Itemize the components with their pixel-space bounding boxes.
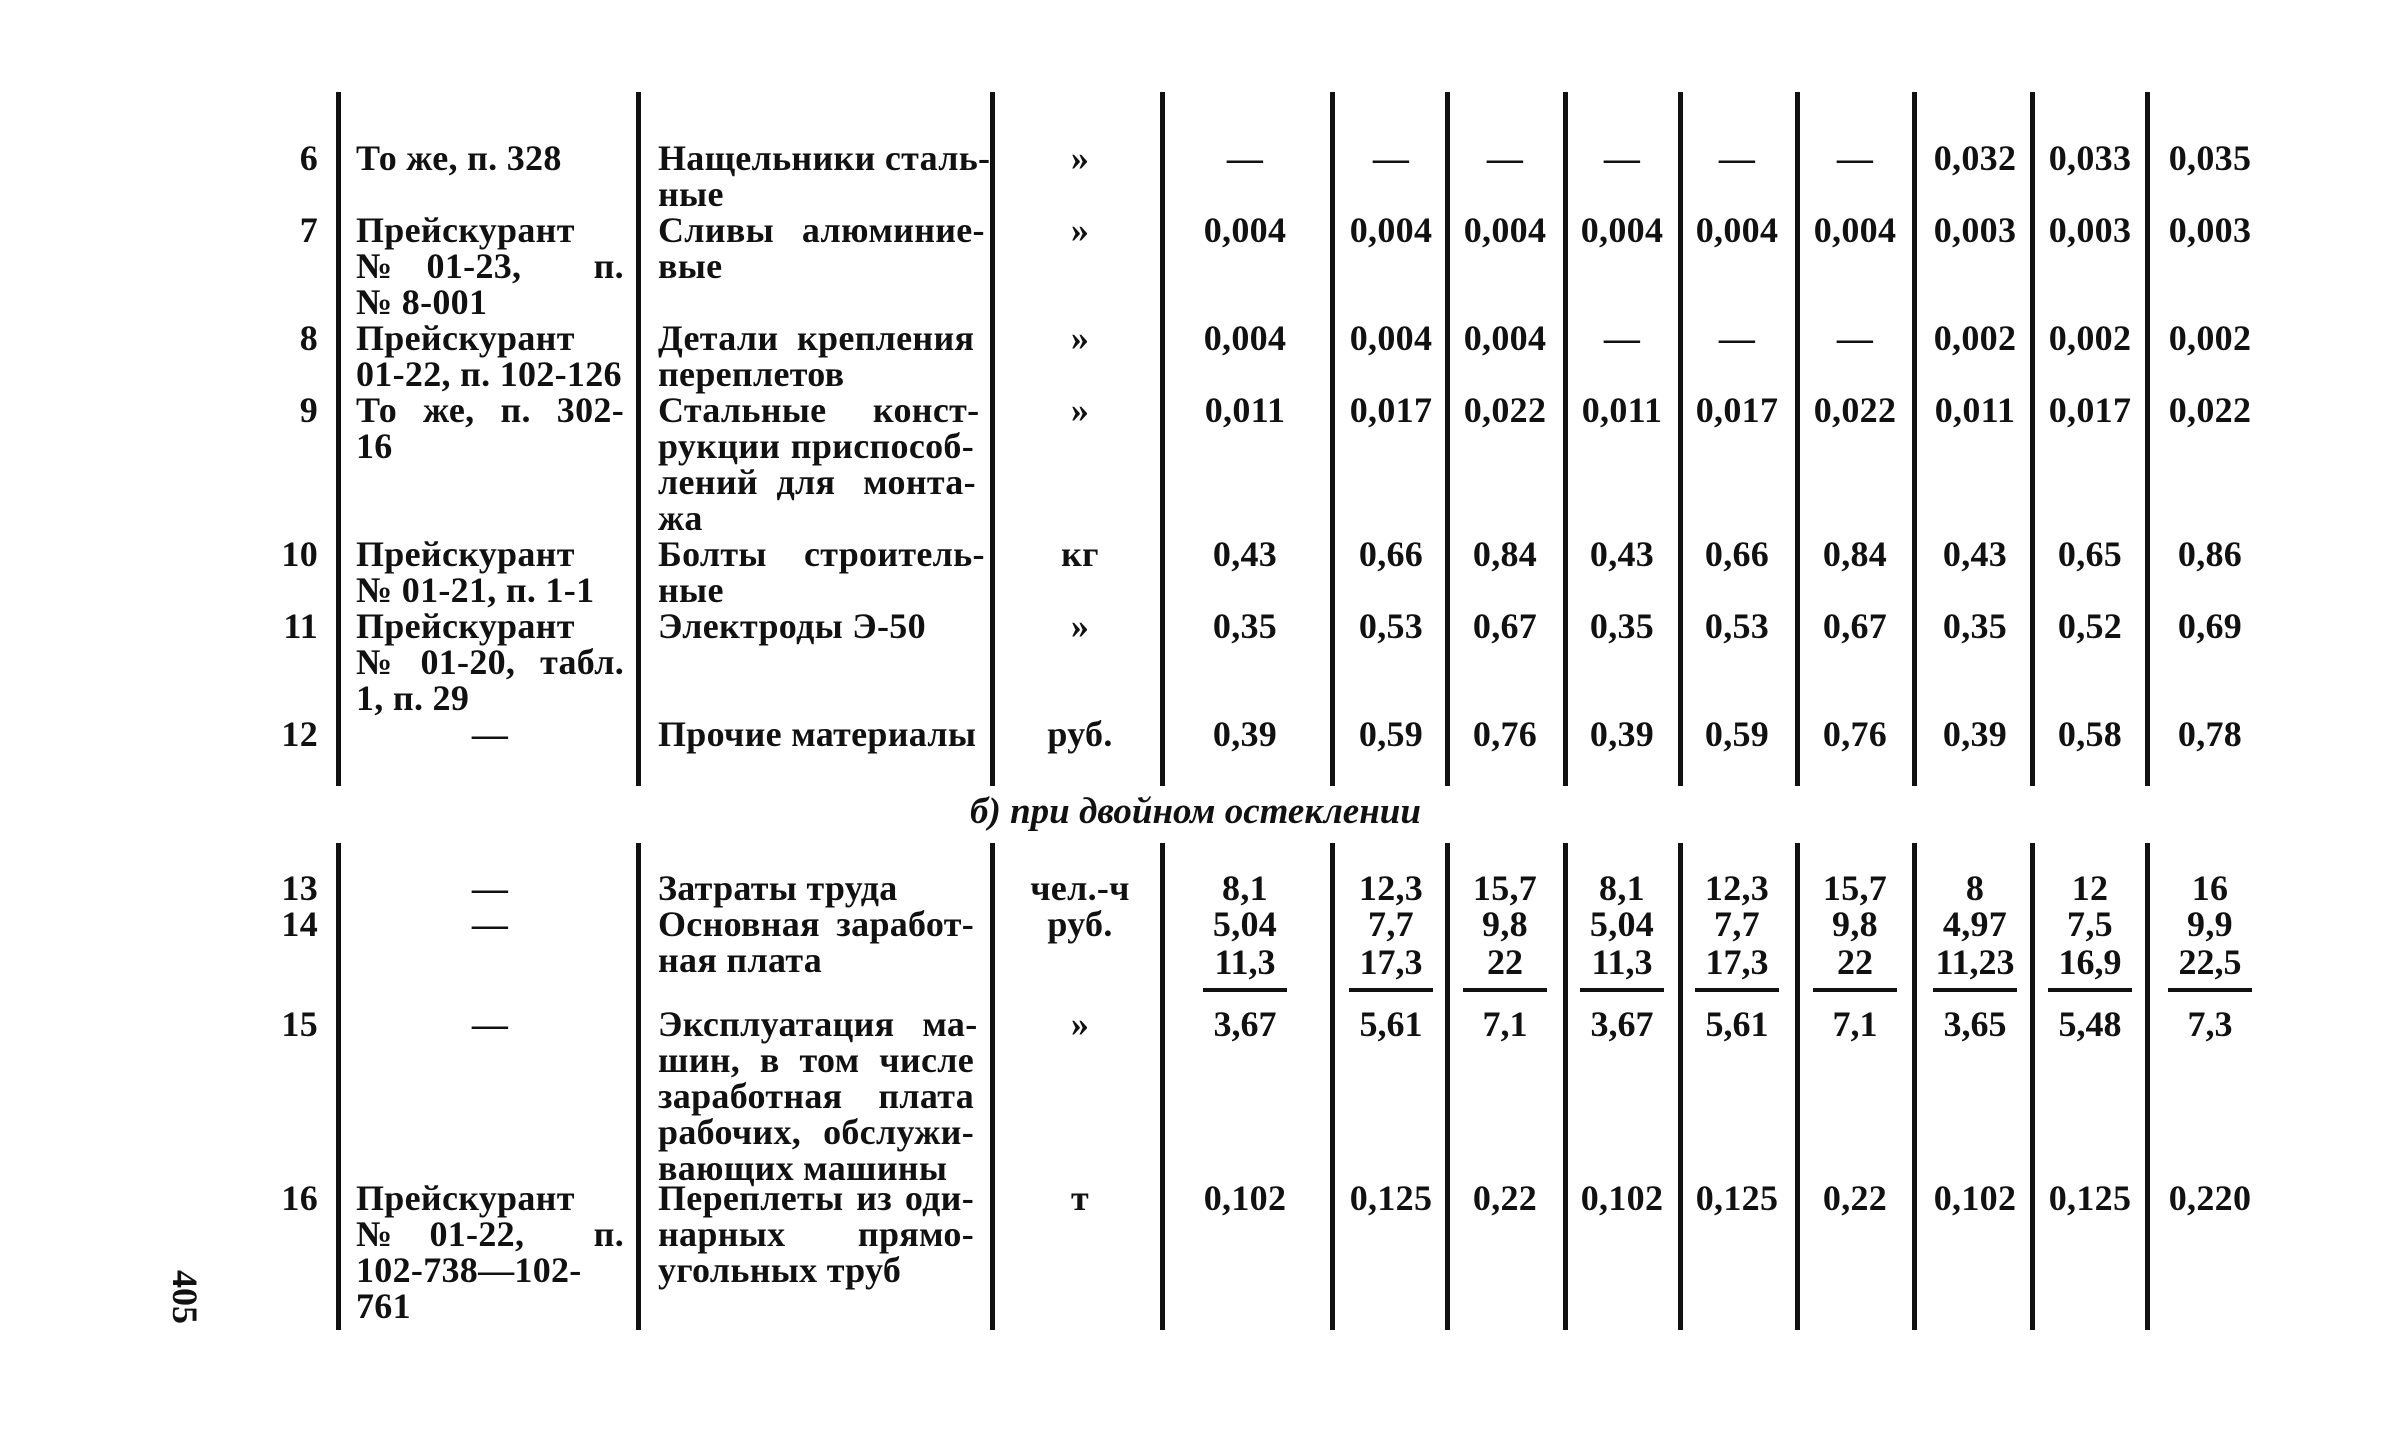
resource-name: жа xyxy=(658,498,703,538)
value-cell: 0,004 xyxy=(1349,318,1433,358)
value-cell: 0,002 xyxy=(2048,318,2132,358)
row-number: 10 xyxy=(281,534,318,574)
fraction-value xyxy=(2042,944,2138,1042)
value-cell: 0,011 xyxy=(1204,390,1286,430)
value-cell: 0,35 xyxy=(1942,606,2008,646)
resource-name: нарных прямо- xyxy=(658,1214,974,1254)
value-cell: 9,8 xyxy=(1482,904,1528,944)
source-reference: — xyxy=(471,714,509,754)
value-cell: 0,43 xyxy=(1589,534,1655,574)
fraction-numerator: 17,3 xyxy=(1359,942,1423,982)
upper-column-rule xyxy=(2145,92,2150,786)
row-number: 7 xyxy=(299,210,318,250)
value-cell: 0,125 xyxy=(1695,1178,1779,1218)
value-cell: 0,017 xyxy=(1695,390,1779,430)
value-cell: 9,8 xyxy=(1832,904,1878,944)
resource-name: Стальные конст- xyxy=(658,390,980,430)
resource-name: угольных труб xyxy=(658,1250,902,1290)
fraction-denominator: 5,48 xyxy=(2058,1004,2122,1044)
value-cell: 0,69 xyxy=(2177,606,2243,646)
value-cell: 0,76 xyxy=(1822,714,1888,754)
row-number: 9 xyxy=(299,390,318,430)
value-cell: 7,7 xyxy=(1368,904,1414,944)
source-reference: № 01-23, п. xyxy=(356,246,624,286)
value-cell: 0,59 xyxy=(1358,714,1424,754)
value-cell: 15,7 xyxy=(1822,868,1888,908)
value-cell: 0,66 xyxy=(1358,534,1424,574)
fraction-bar xyxy=(1695,988,1779,992)
value-cell: 0,003 xyxy=(1933,210,2017,250)
value-cell: 0,011 xyxy=(1934,390,2016,430)
resource-name: Детали крепления xyxy=(658,318,975,358)
value-cell: 8,1 xyxy=(1222,868,1268,908)
source-reference: Прейскурант xyxy=(356,318,575,358)
resource-name: Сливы алюминие- xyxy=(658,210,985,250)
source-reference: 1, п. 29 xyxy=(356,678,470,718)
value-cell: 7,7 xyxy=(1714,904,1760,944)
fraction-numerator: 11,23 xyxy=(1935,942,2015,982)
source-reference: Прейскурант xyxy=(356,1178,575,1218)
value-cell: 0,125 xyxy=(1349,1178,1433,1218)
value-cell: — xyxy=(1226,138,1264,178)
lower-column-rule xyxy=(636,843,641,1330)
source-reference: — xyxy=(471,1004,509,1044)
value-cell: 5,04 xyxy=(1589,904,1655,944)
fraction-numerator: 11,3 xyxy=(1591,942,1653,982)
fraction-value xyxy=(1197,944,1293,1042)
value-cell: 0,004 xyxy=(1813,210,1897,250)
unit-cell: » xyxy=(1070,210,1090,250)
resource-name: заработная плата xyxy=(658,1076,974,1116)
fraction-bar xyxy=(2048,988,2132,992)
unit-cell: » xyxy=(1070,390,1090,430)
value-cell: 0,102 xyxy=(1580,1178,1664,1218)
value-cell: 0,84 xyxy=(1472,534,1538,574)
unit-cell: » xyxy=(1070,1004,1090,1044)
upper-column-rule xyxy=(1445,92,1450,786)
fraction-denominator: 5,61 xyxy=(1359,1004,1423,1044)
fraction-denominator: 3,67 xyxy=(1590,1004,1654,1044)
value-cell: 0,004 xyxy=(1203,318,1287,358)
value-cell: 0,35 xyxy=(1589,606,1655,646)
source-reference: № 8-001 xyxy=(356,282,488,322)
value-cell: 0,033 xyxy=(2048,138,2132,178)
fraction-bar xyxy=(1349,988,1433,992)
value-cell: 0,59 xyxy=(1704,714,1770,754)
value-cell: 0,39 xyxy=(1589,714,1655,754)
value-cell: 15,7 xyxy=(1472,868,1538,908)
fraction-value xyxy=(1927,944,2023,1042)
source-reference: — xyxy=(471,904,509,944)
source-reference: — xyxy=(471,868,509,908)
value-cell: 0,022 xyxy=(2168,390,2252,430)
value-cell: 0,53 xyxy=(1358,606,1424,646)
upper-column-rule xyxy=(1678,92,1683,786)
fraction-bar xyxy=(1203,988,1287,992)
value-cell: 9,9 xyxy=(2187,904,2233,944)
fraction-bar xyxy=(1580,988,1664,992)
resource-name: шин, в том числе xyxy=(658,1040,974,1080)
value-cell: 0,66 xyxy=(1704,534,1770,574)
value-cell: 0,78 xyxy=(2177,714,2243,754)
resource-name: ные xyxy=(658,570,724,610)
value-cell: 0,53 xyxy=(1704,606,1770,646)
resource-name: ная плата xyxy=(658,940,823,980)
upper-column-rule xyxy=(990,92,995,786)
resource-name: Прочие материалы xyxy=(658,714,977,754)
resource-name: переплетов xyxy=(658,354,845,394)
value-cell: — xyxy=(1603,318,1641,358)
source-reference: 16 xyxy=(356,426,393,466)
upper-column-rule xyxy=(1160,92,1165,786)
value-cell: 7,5 xyxy=(2067,904,2113,944)
value-cell: — xyxy=(1603,138,1641,178)
value-cell: 0,76 xyxy=(1472,714,1538,754)
value-cell: 0,52 xyxy=(2057,606,2123,646)
resource-name: лений для монта- xyxy=(658,462,976,502)
value-cell: 0,65 xyxy=(2057,534,2123,574)
source-reference: 01-22, п. 102-126 xyxy=(356,354,622,394)
upper-column-rule xyxy=(2030,92,2035,786)
unit-cell: кг xyxy=(1061,534,1099,574)
page-number: 405 xyxy=(165,1270,205,1324)
row-number: 16 xyxy=(281,1178,318,1218)
resource-name: вающих машины xyxy=(658,1148,948,1188)
fraction-denominator: 3,67 xyxy=(1213,1004,1277,1044)
value-cell: 16 xyxy=(2191,868,2229,908)
resource-name: Затраты труда xyxy=(658,868,898,908)
value-cell: 0,004 xyxy=(1463,318,1547,358)
value-cell: 0,004 xyxy=(1203,210,1287,250)
source-reference: № 01-22, п. xyxy=(356,1214,624,1254)
value-cell: 0,43 xyxy=(1212,534,1278,574)
value-cell: 0,35 xyxy=(1212,606,1278,646)
source-reference: То же, п. 302- xyxy=(356,390,624,430)
fraction-bar xyxy=(1463,988,1547,992)
row-number: 6 xyxy=(299,138,318,178)
value-cell: 12 xyxy=(2071,868,2109,908)
value-cell: 0,003 xyxy=(2048,210,2132,250)
fraction-value xyxy=(1574,944,1670,1042)
value-cell: 0,002 xyxy=(2168,318,2252,358)
upper-column-rule xyxy=(1563,92,1568,786)
source-reference: Прейскурант xyxy=(356,210,575,250)
source-reference: Прейскурант xyxy=(356,606,575,646)
source-reference: № 01-20, табл. xyxy=(356,642,624,682)
lower-column-rule xyxy=(1160,843,1165,1330)
row-number: 8 xyxy=(299,318,318,358)
value-cell: — xyxy=(1486,138,1524,178)
value-cell: 0,39 xyxy=(1942,714,2008,754)
unit-cell: руб. xyxy=(1047,904,1113,944)
value-cell: 0,011 xyxy=(1581,390,1663,430)
value-cell: 0,67 xyxy=(1822,606,1888,646)
value-cell: 0,125 xyxy=(2048,1178,2132,1218)
upper-column-rule xyxy=(636,92,641,786)
source-reference: 761 xyxy=(356,1286,411,1326)
value-cell: 0,032 xyxy=(1933,138,2017,178)
value-cell: 0,58 xyxy=(2057,714,2123,754)
value-cell: 0,67 xyxy=(1472,606,1538,646)
value-cell: 0,002 xyxy=(1933,318,2017,358)
resource-name: ные xyxy=(658,174,724,214)
row-number: 11 xyxy=(283,606,318,646)
value-cell: 0,43 xyxy=(1942,534,2008,574)
fraction-value xyxy=(1689,944,1785,1042)
section-caption: б) при двойном остеклении xyxy=(970,791,1421,832)
upper-column-rule xyxy=(1330,92,1335,786)
fraction-numerator: 22 xyxy=(1837,942,1873,982)
value-cell: 12,3 xyxy=(1358,868,1424,908)
unit-cell: чел.-ч xyxy=(1030,868,1130,908)
resource-name: Основная заработ- xyxy=(658,904,974,944)
fraction-denominator: 7,1 xyxy=(1832,1004,1878,1044)
source-reference: 102-738—102- xyxy=(356,1250,582,1290)
value-cell: 0,22 xyxy=(1822,1178,1888,1218)
lower-column-rule xyxy=(990,843,995,1330)
fraction-bar xyxy=(2168,988,2252,992)
fraction-bar xyxy=(1813,988,1897,992)
upper-column-rule xyxy=(336,92,341,786)
fraction-value xyxy=(2162,944,2258,1042)
value-cell: — xyxy=(1372,138,1410,178)
fraction-denominator: 7,3 xyxy=(2187,1004,2233,1044)
fraction-value xyxy=(1807,944,1903,1042)
unit-cell: руб. xyxy=(1047,714,1113,754)
value-cell: 0,39 xyxy=(1212,714,1278,754)
resource-name: Электроды Э-50 xyxy=(658,606,926,646)
fraction-numerator: 11,3 xyxy=(1214,942,1276,982)
value-cell: 0,004 xyxy=(1695,210,1779,250)
value-cell: 0,022 xyxy=(1463,390,1547,430)
unit-cell: » xyxy=(1070,606,1090,646)
value-cell: 8 xyxy=(1965,868,1985,908)
fraction-value xyxy=(1343,944,1439,1042)
value-cell: 0,004 xyxy=(1580,210,1664,250)
value-cell: 0,017 xyxy=(1349,390,1433,430)
fraction-numerator: 17,3 xyxy=(1705,942,1769,982)
value-cell: 5,04 xyxy=(1212,904,1278,944)
source-reference: № 01-21, п. 1-1 xyxy=(356,570,595,610)
upper-column-rule xyxy=(1795,92,1800,786)
fraction-numerator: 16,9 xyxy=(2058,942,2122,982)
unit-cell: » xyxy=(1070,138,1090,178)
resource-name: Эксплуатация ма- xyxy=(658,1004,978,1044)
fraction-denominator: 7,1 xyxy=(1482,1004,1528,1044)
row-number: 14 xyxy=(281,904,318,944)
value-cell: 0,22 xyxy=(1472,1178,1538,1218)
value-cell: 0,220 xyxy=(2168,1178,2252,1218)
upper-column-rule xyxy=(1912,92,1917,786)
row-number: 12 xyxy=(281,714,318,754)
value-cell: — xyxy=(1718,138,1756,178)
unit-cell: т xyxy=(1071,1178,1089,1218)
value-cell: 12,3 xyxy=(1704,868,1770,908)
row-number: 15 xyxy=(281,1004,318,1044)
value-cell: 0,84 xyxy=(1822,534,1888,574)
unit-cell: » xyxy=(1070,318,1090,358)
value-cell: 0,003 xyxy=(2168,210,2252,250)
value-cell: 0,102 xyxy=(1203,1178,1287,1218)
resource-name: Нащельники сталь- xyxy=(658,138,991,178)
value-cell: — xyxy=(1718,318,1756,358)
value-cell: — xyxy=(1836,318,1874,358)
resource-name: Болты строитель- xyxy=(658,534,985,574)
value-cell: 0,022 xyxy=(1813,390,1897,430)
resource-name: Переплеты из оди- xyxy=(658,1178,974,1218)
fraction-bar xyxy=(1933,988,2017,992)
fraction-numerator: 22 xyxy=(1487,942,1523,982)
fraction-numerator: 22,5 xyxy=(2178,942,2242,982)
value-cell: 0,017 xyxy=(2048,390,2132,430)
value-cell: 0,102 xyxy=(1933,1178,2017,1218)
value-cell: 0,86 xyxy=(2177,534,2243,574)
fraction-denominator: 3,65 xyxy=(1943,1004,2007,1044)
value-cell: 0,035 xyxy=(2168,138,2252,178)
value-cell: — xyxy=(1836,138,1874,178)
source-reference: То же, п. 328 xyxy=(356,138,562,178)
row-number: 13 xyxy=(281,868,318,908)
value-cell: 0,004 xyxy=(1463,210,1547,250)
lower-column-rule xyxy=(336,843,341,1330)
value-cell: 0,004 xyxy=(1349,210,1433,250)
value-cell: 4,97 xyxy=(1942,904,2008,944)
source-reference: Прейскурант xyxy=(356,534,575,574)
fraction-value xyxy=(1457,944,1553,1042)
value-cell: 8,1 xyxy=(1599,868,1645,908)
resource-name: рукции приспособ- xyxy=(658,426,974,466)
fraction-denominator: 5,61 xyxy=(1705,1004,1769,1044)
resource-name: рабочих, обслужи- xyxy=(658,1112,974,1152)
resource-name: вые xyxy=(658,246,723,286)
